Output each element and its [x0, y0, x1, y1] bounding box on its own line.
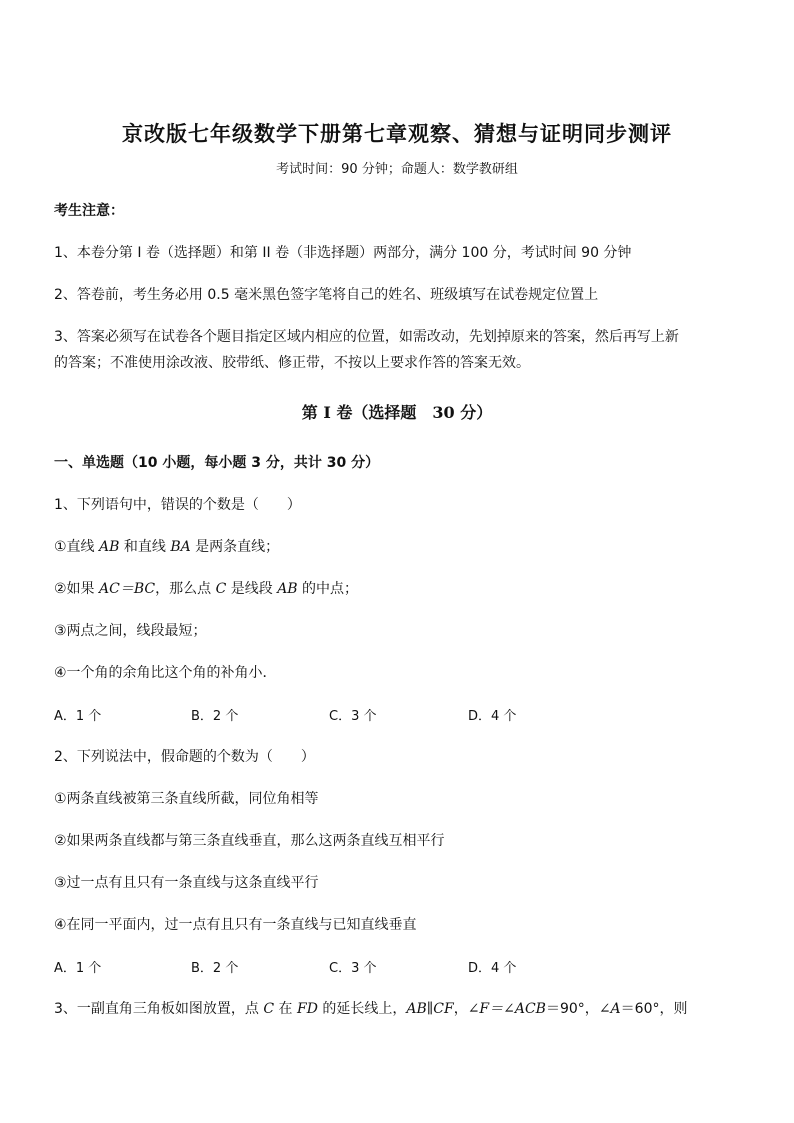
math-angle-equation: ∠F＝∠ACB: [467, 1001, 546, 1017]
notice-heading: 考生注意：: [54, 203, 124, 219]
question-1-stem: 1、下列语句中，错误的个数是（ ）: [54, 497, 301, 513]
math-equation: AC＝BC: [99, 581, 156, 597]
question-2-stem: 2、下列说法中，假命题的个数为（ ）: [54, 749, 315, 765]
text: 3、一副直角三角板如图放置，点: [54, 1001, 264, 1017]
text: ②如果: [54, 581, 100, 597]
question-3-stem: [54, 998, 687, 1018]
question-1-option-c: C．3 个: [329, 709, 377, 724]
math-c: C: [215, 581, 227, 597]
part-heading: 一、单选题（10 小题，每小题 3 分，共计 30 分）: [54, 455, 380, 471]
question-2-option-b: B．2 个: [191, 961, 239, 976]
text: 在: [274, 1001, 297, 1017]
question-1-option-a: A．1 个: [54, 709, 102, 724]
question-2-statement-4: ④在同一平面内，过一点有且只有一条直线与已知直线垂直: [54, 917, 417, 933]
section-title: 第 I 卷（选择题 30 分）: [301, 403, 493, 422]
question-2-statement-2: ②如果两条直线都与第三条直线垂直，那么这两条直线互相平行: [54, 833, 445, 849]
notice-item-3-line-2: 的答案；不准使用涂改液、胶带纸、修正带，不按以上要求作答的答案无效。: [54, 355, 530, 371]
notice-item-2: 2、答卷前，考生务必用 0.5 毫米黑色签字笔将自己的姓名、班级填写在试卷规定位置上: [54, 287, 599, 303]
question-2-statement-3: ③过一点有且只有一条直线与这条直线平行: [54, 875, 319, 891]
question-1-statement-2: [54, 578, 358, 598]
text: 和直线: [119, 539, 171, 555]
math-fd: FD: [296, 1001, 318, 1017]
question-1-option-b: B．2 个: [191, 709, 239, 724]
page-title: 京改版七年级数学下册第七章观察、猜想与证明同步测评: [122, 121, 672, 146]
text: 的延长线上，: [317, 1001, 407, 1017]
math-c: C: [263, 1001, 275, 1017]
text: ＝90°，: [545, 1001, 599, 1017]
math-ab: AB: [99, 539, 120, 555]
notice-item-3-line-1: 3、答案必须写在试卷各个题目指定区域内相应的位置，如需改动，先划掉原来的答案，然后再写上新: [54, 329, 679, 345]
text: 是两条直线；: [190, 539, 280, 555]
question-2-statement-1: ①两条直线被第三条直线所截，同位角相等: [54, 791, 319, 807]
question-1-statement-4: ④一个角的余角比这个角的补角小．: [54, 665, 277, 681]
question-2-option-c: C．3 个: [329, 961, 377, 976]
text: ，: [453, 1001, 468, 1017]
question-2-option-d: D．4 个: [468, 961, 517, 976]
math-ab: AB: [277, 581, 298, 597]
exam-info: 考试时间：90 分钟；命题人：数学教研组: [276, 162, 518, 177]
math-parallel: AB∥CF: [406, 1001, 454, 1017]
question-1-statement-3: ③两点之间，线段最短；: [54, 623, 207, 639]
text: ，那么点: [155, 581, 216, 597]
text: 的中点；: [297, 581, 359, 597]
notice-item-1: 1、本卷分第 I 卷（选择题）和第 II 卷（非选择题）两部分，满分 100 分，考试时间 90 分钟: [54, 245, 632, 261]
text: ①直线: [54, 539, 100, 555]
question-1-option-d: D．4 个: [468, 709, 517, 724]
math-ba: BA: [170, 539, 191, 555]
text: ＝60°，则: [620, 1001, 688, 1017]
math-angle-a: ∠A: [598, 1001, 621, 1017]
question-2-option-a: A．1 个: [54, 961, 102, 976]
question-1-statement-1: [54, 536, 279, 556]
text: 是线段: [226, 581, 278, 597]
